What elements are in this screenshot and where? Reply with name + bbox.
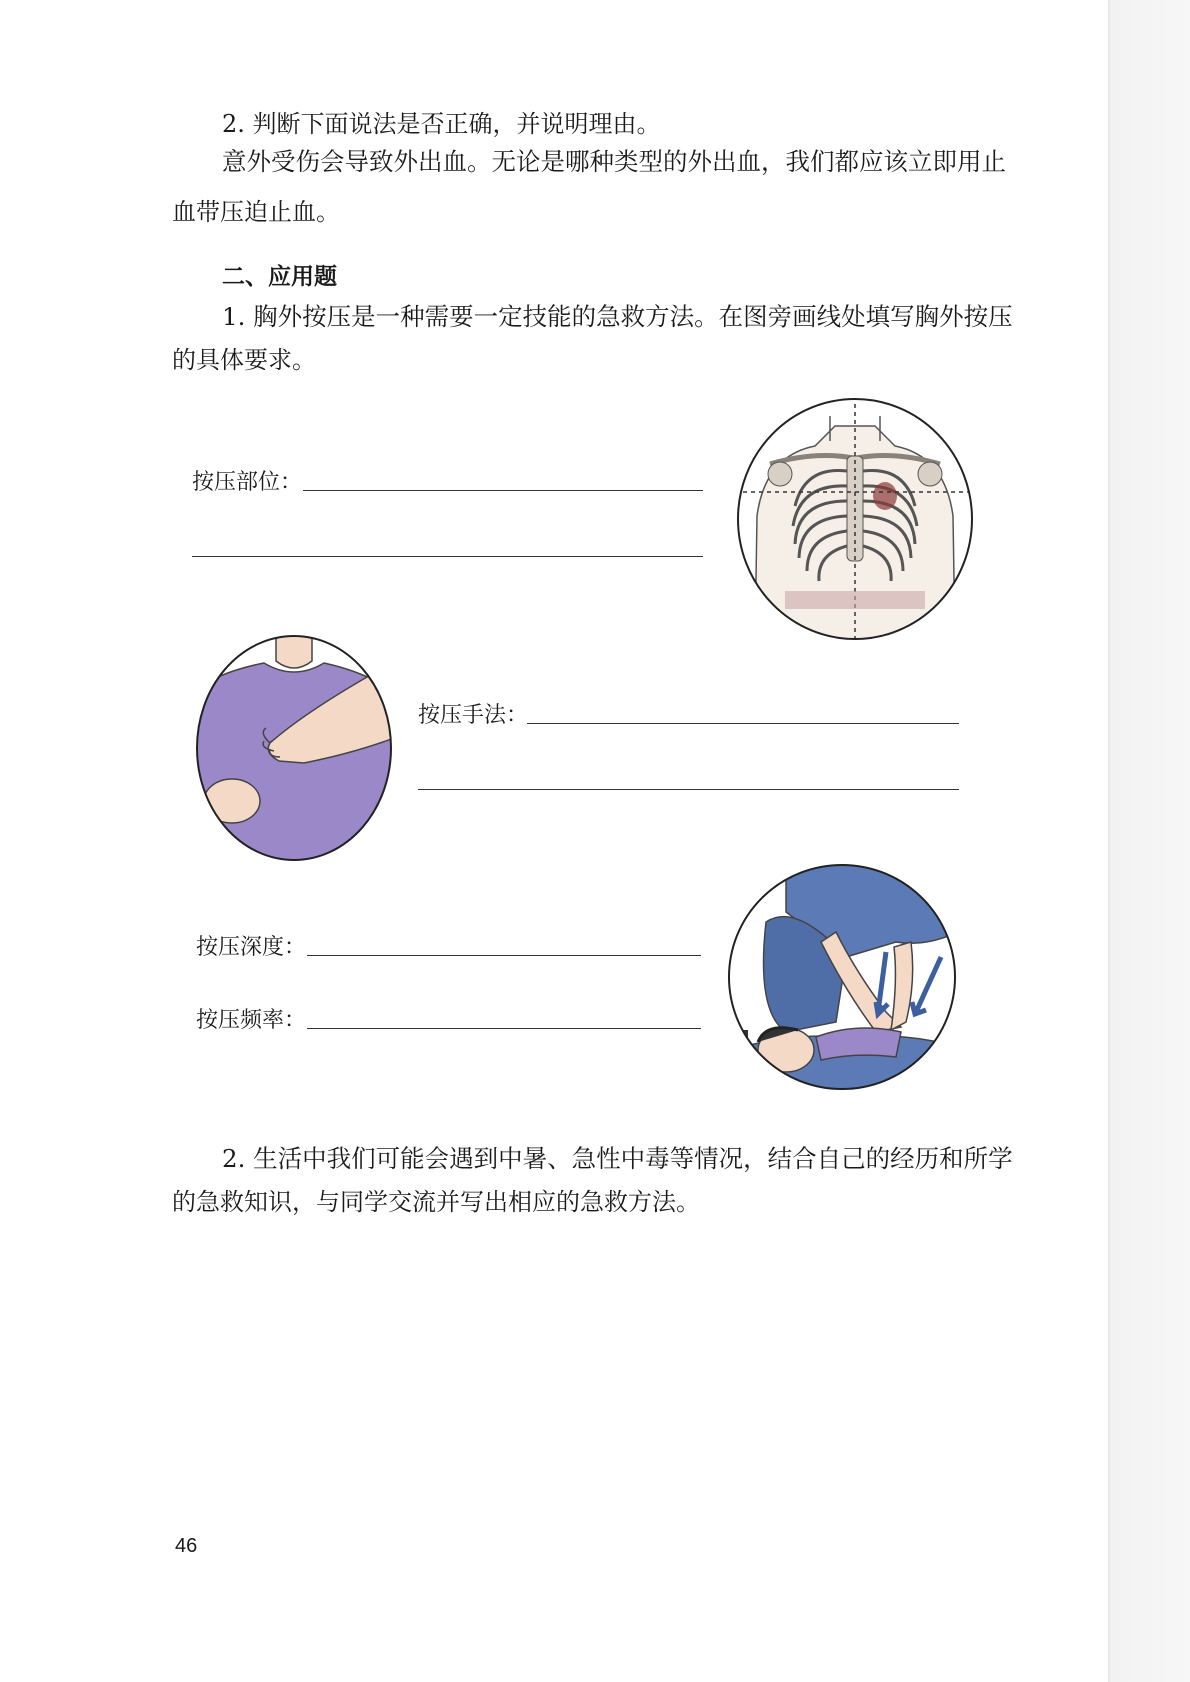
application-question-2-line1: 2. 生活中我们可能会遇到中暑、急性中毒等情况，结合自己的经历和所学 <box>222 1144 1013 1173</box>
application-question-1-line2: 的具体要求。 <box>172 346 316 374</box>
page-edge-shadow <box>1108 0 1190 1682</box>
question-2-title: 2. 判断下面说法是否正确，并说明理由。 <box>222 110 661 138</box>
answer-line-technique-1[interactable] <box>527 723 959 724</box>
section-heading: 二、应用题 <box>222 264 337 290</box>
answer-line-depth[interactable] <box>307 955 701 956</box>
cpr-compression-illustration <box>726 862 958 1092</box>
label-compression-technique: 按压手法： <box>418 703 529 728</box>
answer-line-position-2[interactable] <box>192 556 703 557</box>
label-compression-rate: 按压频率： <box>196 1008 307 1033</box>
page-number: 46 <box>175 1535 198 1557</box>
hand-position-illustration <box>194 633 394 863</box>
question-2-statement-line2: 血带压迫止血。 <box>172 198 340 226</box>
chest-skeleton-illustration <box>735 396 975 642</box>
label-compression-depth: 按压深度： <box>196 935 307 960</box>
application-question-2-line2: 的急救知识，与同学交流并写出相应的急救方法。 <box>172 1188 700 1216</box>
application-question-1-line1: 1. 胸外按压是一种需要一定技能的急救方法。在图旁画线处填写胸外按压 <box>222 302 1013 331</box>
answer-line-rate[interactable] <box>307 1028 701 1029</box>
label-compression-position: 按压部位： <box>192 470 303 495</box>
answer-line-technique-2[interactable] <box>418 789 959 790</box>
question-2-statement-line1: 意外受伤会导致外出血。无论是哪种类型的外出血，我们都应该立即用止 <box>222 147 1006 176</box>
answer-line-position-1[interactable] <box>303 490 703 491</box>
